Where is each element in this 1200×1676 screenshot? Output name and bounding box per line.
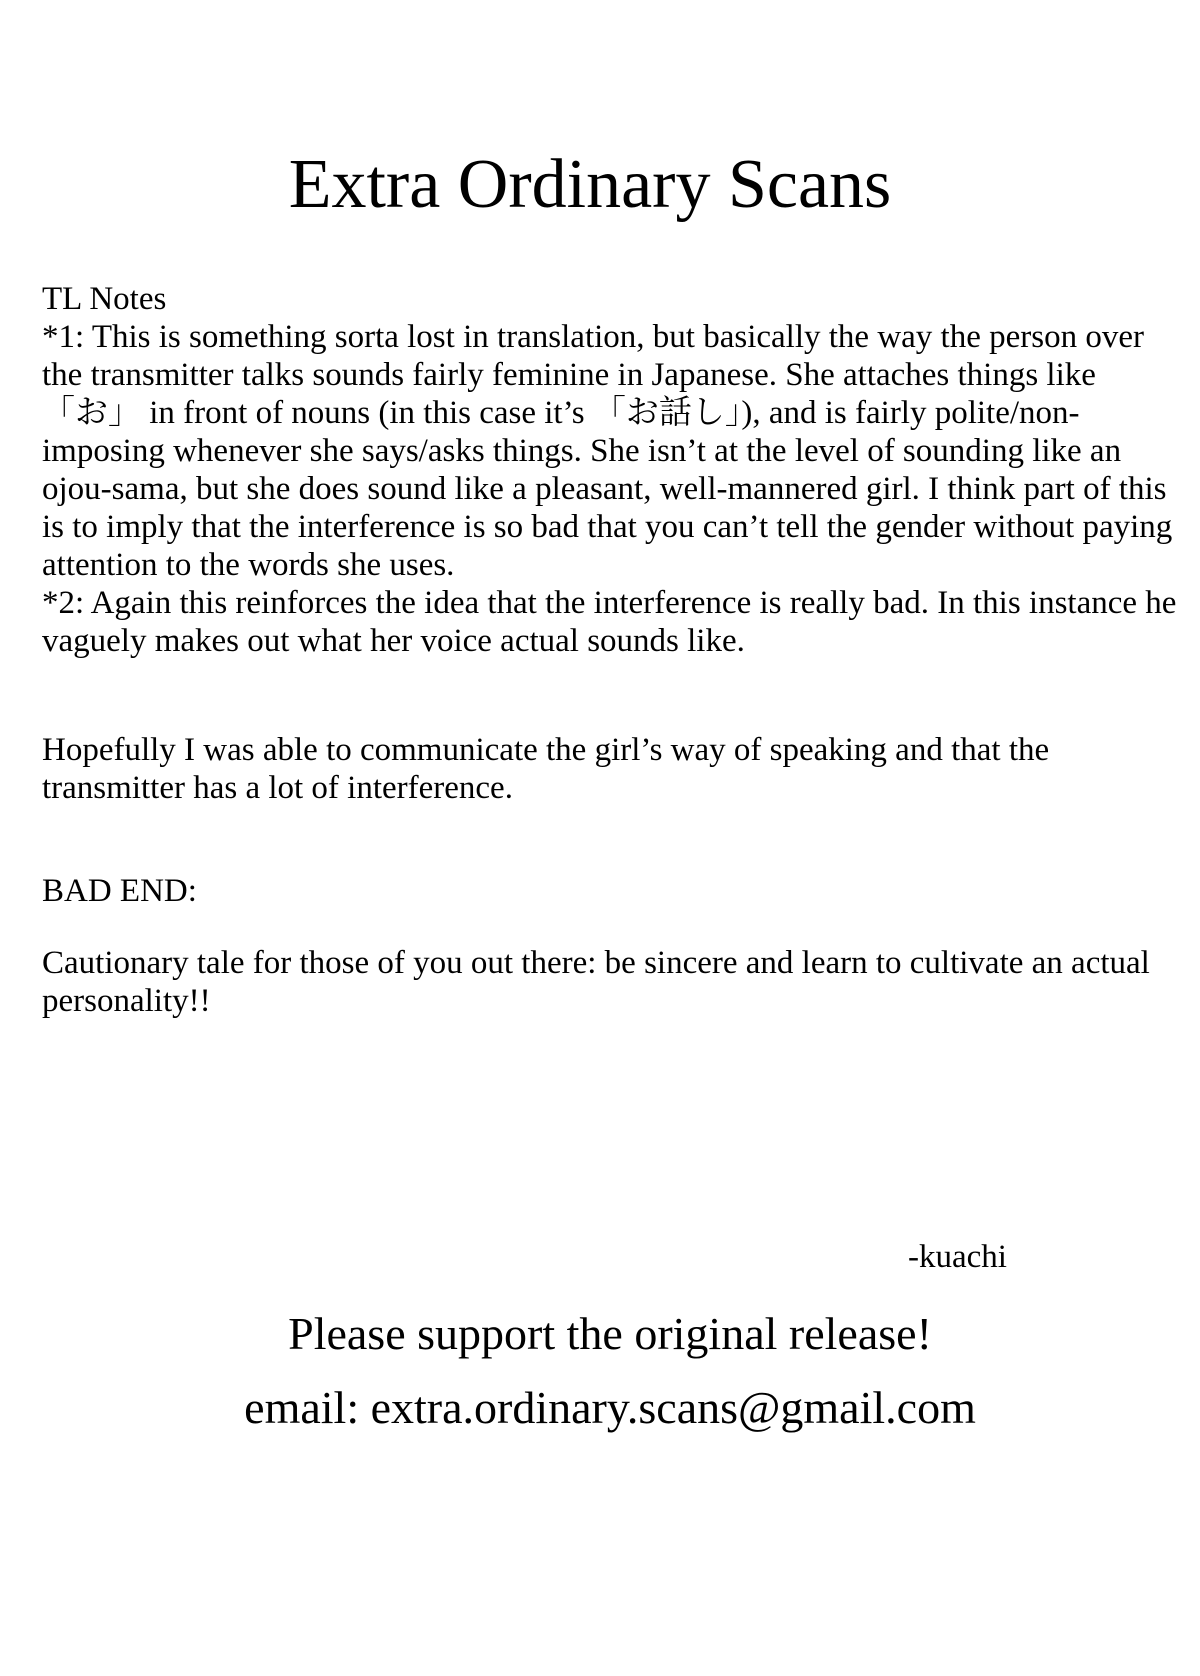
page-title: Extra Ordinary Scans: [288, 146, 892, 223]
bad-end-heading: BAD END:: [42, 873, 197, 909]
signature: -kuachi: [908, 1239, 1007, 1275]
hope-text: Hopefully I was able to communicate the girl’s way of speaking and that the transmitter has a lot of interference.: [42, 732, 1050, 806]
bad-end-text: Cautionary tale for those of you out there: be sincere and learn to cultivate an actual personality!!: [42, 945, 1150, 1019]
bad-end-section: [42, 944, 1190, 1020]
tl-note-1: *1: This is something sorta lost in translation, but basically the way the person over the transmitter talks sounds fairly feminine in Japanese. She attaches things like「お」 in front of nouns (in this case it’s 「お話し」), and is fairly polite/non-imposing whenever she says/asks things. She isn’t at the level of sounding like an ojou-sama, but she does sound like a pleasant, well-mannered girl. I think part of this is to imply that the interference is so bad that you can’t tell the gender without paying attention to the words she uses.: [42, 319, 1173, 583]
tl-notes-section: [42, 280, 1190, 660]
tl-note-2: *2: Again this reinforces the idea that the interference is really bad. In this instance he vaguely makes out what her voice actual sounds like.: [42, 585, 1177, 659]
contact-email: email: extra.ordinary.scans@gmail.com: [244, 1382, 976, 1433]
tl-notes-heading: TL Notes: [42, 281, 167, 317]
support-message: Please support the original release!: [288, 1308, 932, 1359]
bad-end-heading-section: [42, 872, 1190, 910]
hope-section: [42, 731, 1190, 807]
